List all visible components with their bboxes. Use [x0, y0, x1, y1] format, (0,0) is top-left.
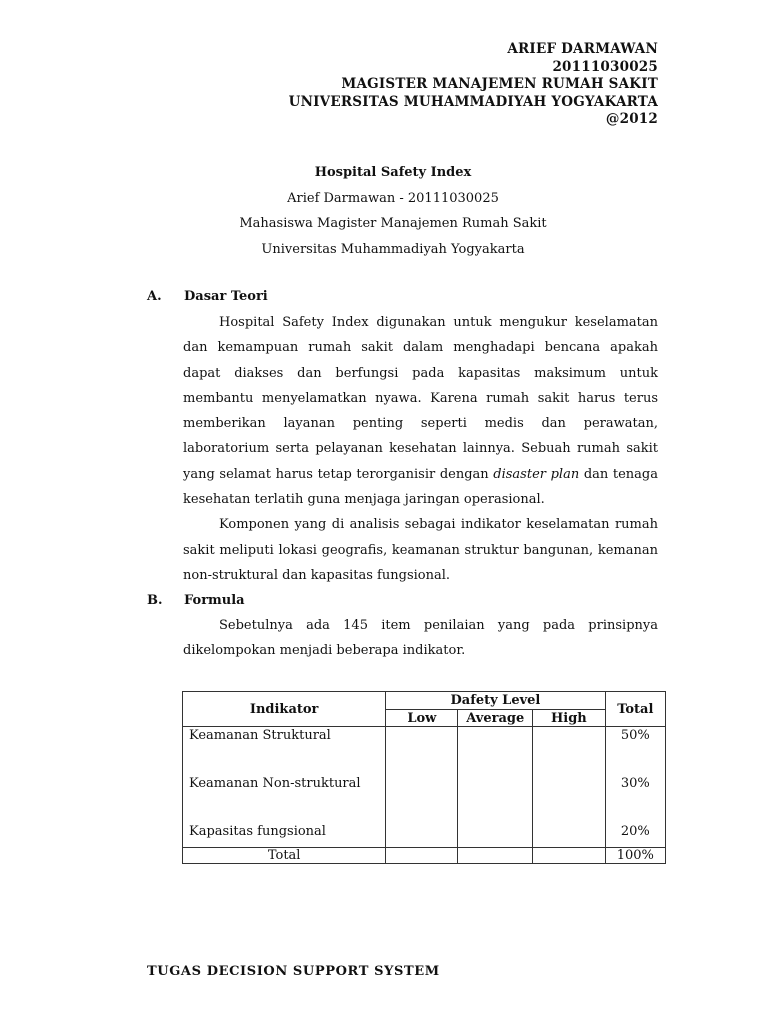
table-row-total: 30%: [620, 776, 650, 791]
table-total-row: [183, 848, 666, 864]
header-safety-level: Dafety Level: [386, 692, 605, 710]
low-cell: [386, 727, 458, 848]
title-author: Arief Darmawan - 20111030025: [287, 190, 499, 206]
section-b-body: [183, 613, 658, 664]
indikator-cell: [183, 727, 386, 848]
document-title: Hospital Safety Index: [314, 165, 472, 180]
section-a-title: Dasar Teori: [184, 289, 268, 304]
section-b-title: Formula: [184, 593, 245, 608]
paragraph-text: dan tenaga kesehatan terlatih guna menjaga jaringan operasional.: [183, 466, 658, 508]
total-average-cell: [458, 848, 533, 864]
section-b-heading: [147, 593, 245, 608]
table-row-total: 50%: [620, 728, 650, 743]
section-b-paragraph-1: Sebetulnya ada 145 item penilaian yang pada prinsipnya dikelompokan menjadi beberapa indikator.: [183, 618, 658, 659]
total-low-cell: [386, 848, 458, 864]
high-cell: [533, 727, 605, 848]
section-a-paragraph-2: Komponen yang di analisis sebagai indikator keselamatan rumah sakit meliputi lokasi geografis, keamanan struktur bangunan, kemanan non-struktural dan kapasitas fungsional.: [183, 517, 658, 583]
italic-term: disaster plan: [493, 466, 580, 482]
header-student-id: 20111030025: [552, 58, 658, 75]
total-label: Total: [183, 848, 386, 864]
total-value: 100%: [605, 848, 665, 864]
document-header: [289, 41, 658, 129]
table-row-total: 20%: [620, 824, 650, 839]
table-row-label: Kapasitas fungsional: [189, 824, 326, 839]
title-program: Mahasiswa Magister Manajemen Rumah Sakit: [239, 216, 547, 231]
section-a-number: A.: [147, 289, 162, 304]
header-year: @2012: [605, 111, 658, 127]
title-university: Universitas Muhammadiyah Yogyakarta: [261, 241, 525, 257]
section-b-number: B.: [147, 593, 163, 608]
table-row-label: Keamanan Non-struktural: [189, 776, 361, 791]
header-university: UNIVERSITAS MUHAMMADIYAH YOGYAKARTA: [288, 93, 658, 110]
page-footer: TUGAS DECISION SUPPORT SYSTEM: [147, 964, 440, 979]
header-total: Total: [605, 692, 665, 727]
indicator-table: [182, 691, 666, 864]
section-a-heading: [147, 289, 268, 304]
header-program: MAGISTER MANAJEMEN RUMAH SAKIT: [341, 76, 658, 92]
section-a-paragraph-1: [183, 310, 658, 512]
header-high: High: [533, 710, 605, 727]
header-low: Low: [386, 710, 458, 727]
paragraph-text: Hospital Safety Index digunakan untuk mengukur keselamatan dan kemampuan rumah sakit dalam menghadapi bencana apakah dapat diakses dan berfungsi pada kapasitas maksimum untuk membantu menyelamatkan nyawa. Karena rumah sakit harus terus memberikan layanan penting seperti medis dan perawatan, laboratorium serta pelayanan kesehatan lainnya. Sebuah rumah sakit yang selamat harus tetap terorganisir dengan: [183, 315, 658, 482]
average-cell: [458, 727, 533, 848]
section-a-body: [183, 310, 658, 588]
title-block: [0, 160, 768, 262]
header-indikator: Indikator: [183, 692, 386, 727]
header-author-name: ARIEF DARMAWAN: [507, 41, 658, 57]
table-body-row: [183, 727, 666, 848]
header-average: Average: [458, 710, 533, 727]
table-row-label: Keamanan Struktural: [189, 728, 331, 743]
total-cell: [605, 727, 665, 848]
total-high-cell: [533, 848, 605, 864]
